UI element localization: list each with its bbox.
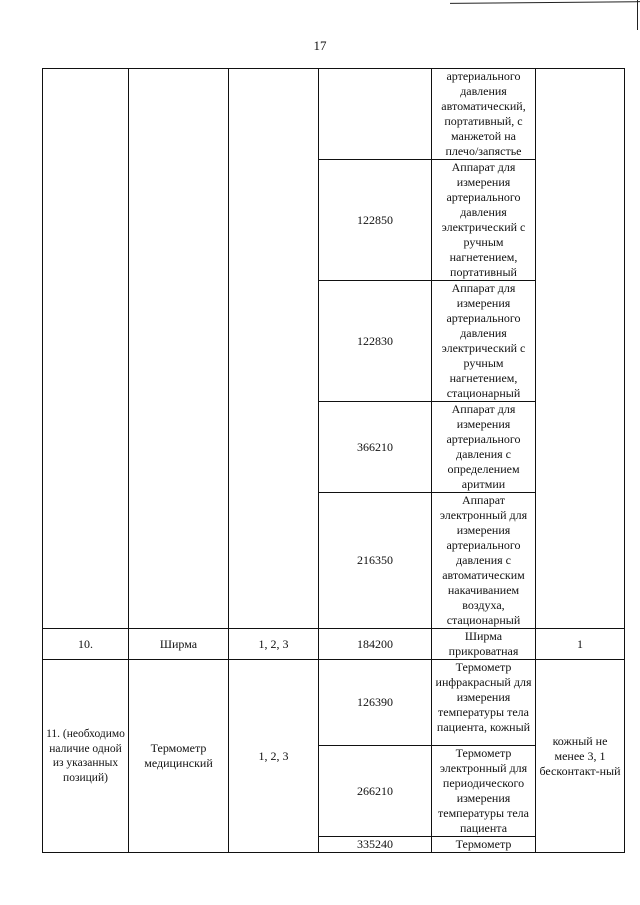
device-name-cell: Аппарат электронный для измерения артериального давления с автоматическим накачиванием воздуха, стационарный	[432, 493, 536, 629]
table-row	[43, 69, 625, 160]
code-cell	[319, 69, 432, 160]
item-name-cell: Термометр медицинский	[129, 660, 229, 853]
levels-cell: 1, 2, 3	[229, 660, 319, 853]
device-name-cell: Аппарат для измерения артериального давления электрический с ручным нагнетением, портативный	[432, 160, 536, 281]
code-cell: 122850	[319, 160, 432, 281]
code-cell: 122830	[319, 281, 432, 402]
equipment-table	[42, 68, 625, 853]
device-name-cell: Аппарат для измерения артериального давления электрический с ручным нагнетением, стационарный	[432, 281, 536, 402]
device-name-cell: Термометр электронный для периодического измерения температуры тела пациента	[432, 746, 536, 837]
empty-levels-cell	[229, 69, 319, 629]
device-name-cell: Термометр	[432, 837, 536, 853]
scan-edge-line	[450, 1, 640, 4]
device-name-cell: Термометр инфракрасный для измерения температуры тела пациента, кожный	[432, 660, 536, 746]
page-number: 17	[313, 38, 327, 53]
quantity-cell: кожный не менее 3, 1 бесконтакт-ный	[536, 660, 625, 853]
row-number-cell: 10.	[43, 629, 129, 660]
code-cell: 126390	[319, 660, 432, 746]
code-cell: 335240	[319, 837, 432, 853]
levels-cell: 1, 2, 3	[229, 629, 319, 660]
code-cell: 216350	[319, 493, 432, 629]
item-name-cell: Ширма	[129, 629, 229, 660]
code-cell: 184200	[319, 629, 432, 660]
scan-edge-line	[637, 0, 638, 30]
table-row	[43, 629, 625, 660]
empty-item-cell	[129, 69, 229, 629]
empty-number-cell	[43, 69, 129, 629]
table-row	[43, 660, 625, 746]
code-cell: 366210	[319, 402, 432, 493]
row-number-cell: 11. (необходимо наличие одной из указанных позиций)	[43, 660, 129, 853]
empty-qty-cell	[536, 69, 625, 629]
device-name-cell: Аппарат для измерения артериального давления с определением аритмии	[432, 402, 536, 493]
quantity-cell: 1	[536, 629, 625, 660]
code-cell: 266210	[319, 746, 432, 837]
device-name-cell: артериального давления автоматический, портативный, с манжетой на плечо/запястье	[432, 69, 536, 160]
device-name-cell: Ширма прикроватная	[432, 629, 536, 660]
